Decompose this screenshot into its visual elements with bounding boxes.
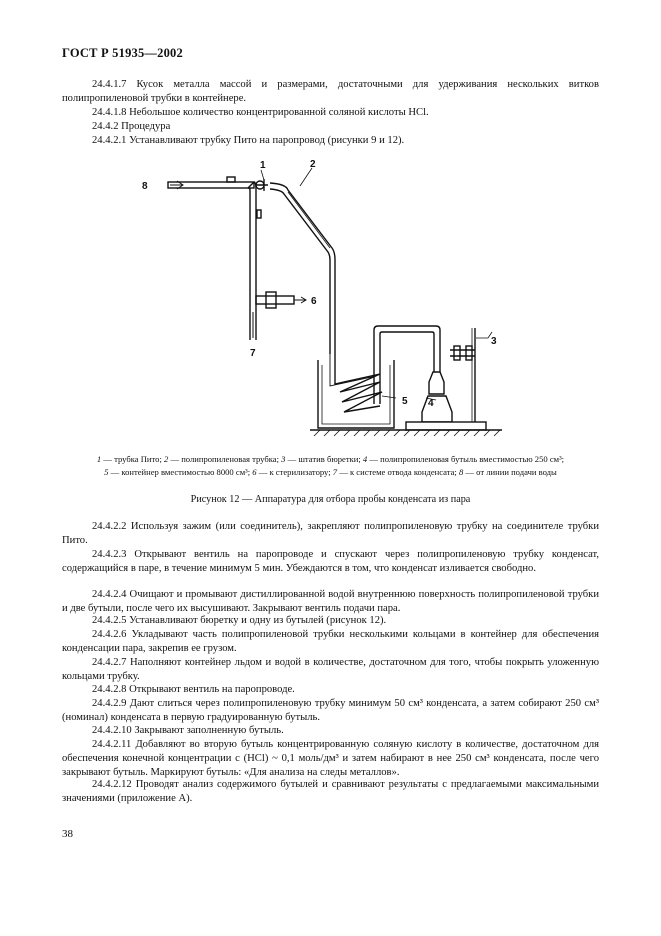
page-number: 38 (62, 828, 73, 840)
figure-label-7: 7 (250, 348, 256, 359)
figure-label-2: 2 (310, 160, 316, 170)
apparatus-figure (130, 160, 530, 450)
paragraph-24-4-2-8: 24.4.2.8 Открывают вентиль на паропроводе. (92, 684, 295, 695)
figure-label-1: 1 (260, 160, 266, 171)
paragraph-24-4-2-4: 24.4.2.4 Очищают и промывают дистиллированной водой внутреннюю поверхность полипропиленовой трубки и две бутыли, после чего их высушивают. Закрывают вентиль подачи пара. (62, 589, 599, 614)
legend-item-4: 4 — полипропиленовая бутыль вместимостью 250 см³; (362, 454, 565, 464)
paragraph-24-4-2-10: 24.4.2.10 Закрывают заполненную бутыль. (92, 725, 284, 736)
subsection-heading-procedure: 24.4.2 Процедура (92, 121, 171, 132)
legend-item-6: 6 — к стерилизатору; (252, 466, 331, 477)
paragraph-24-4-2-3: 24.4.2.3 Открывают вентиль на паропроводе и спускают через полипропиленовую трубку конденсат, содержащийся в паре, в течение минимум 5 мин. Убеждаются в том, что конденсат изливается свободно. (62, 549, 599, 574)
legend-item-3: 3 — штатив бюретки; (281, 454, 361, 464)
figure-label-5: 5 (402, 396, 408, 407)
paragraph-24-4-2-11: 24.4.2.11 Добавляют во вторую бутыль концентрированную соляную кислоту в количестве, достаточном для обеспечения конечной концентрации c (HCl) ~ 0,1 моль/дм³ и затем набирают в нее 250 см³ конденсата, после чего закрывают бутыль. Маркируют бутыль: «Для анализа на следы металлов». (62, 739, 599, 778)
figure-label-4: 4 (428, 398, 434, 409)
page-header: ГОСТ Р 51935—2002 (62, 46, 183, 60)
figure-label-3: 3 (491, 336, 497, 347)
paragraph-24-4-1-8: 24.4.1.8 Небольшое количество концентрированной соляной кислоты HCl. (92, 107, 429, 118)
figure-label-6: 6 (311, 296, 317, 307)
figure-caption: Рисунок 12 — Аппаратура для отбора пробы конденсата из пара (190, 494, 471, 505)
paragraph-24-4-2-6: 24.4.2.6 Укладывают часть полипропиленовой трубки несколькими кольцами в контейнер для обеспечения конденсации пара, закрепив ее грузом. (62, 629, 599, 654)
figure-label-8: 8 (142, 181, 148, 192)
paragraph-24-4-2-7: 24.4.2.7 Наполняют контейнер льдом и водой в количестве, достаточном для того, чтобы покрыть уложенную кольцами трубку. (62, 657, 599, 682)
paragraph-24-4-2-5: 24.4.2.5 Устанавливают бюретку и одну из бутылей (рисунок 12). (92, 615, 387, 626)
legend-item-5: 5 — контейнер вместимостью 8000 см³; (104, 466, 251, 477)
paragraph-24-4-2-1: 24.4.2.1 Устанавливают трубку Пито на паропровод (рисунки 9 и 12). (92, 135, 405, 146)
legend-item-1: 1 — трубка Пито; (96, 454, 162, 464)
legend-item-8: 8 — от линии подачи воды (458, 466, 557, 477)
legend-item-2: 2 — полипропиленовая трубка; (164, 454, 279, 464)
legend-item-7: 7 — к системе отвода конденсата; (332, 466, 457, 477)
paragraph-24-4-2-9: 24.4.2.9 Дают слиться через полипропиленовую трубку минимум 50 см³ конденсата, а затем собирают 250 см³ (номинал) конденсата в первую градуированную бутыль. (62, 698, 599, 723)
paragraph-24-4-2-2: 24.4.2.2 Используя зажим (или соединитель), закрепляют полипропиленовую трубку на соединителе трубки Пито. (62, 521, 599, 546)
figure-legend (62, 453, 599, 478)
paragraph-24-4-2-12: 24.4.2.12 Проводят анализ содержимого бутылей и сравнивают результаты с предлагаемыми максимальными значениями (приложение А). (62, 779, 599, 804)
paragraph-24-4-1-7: 24.4.1.7 Кусок металла массой и размерами, достаточными для удерживания нескольких витков полипропиленовой трубки в контейнере. (62, 79, 599, 104)
